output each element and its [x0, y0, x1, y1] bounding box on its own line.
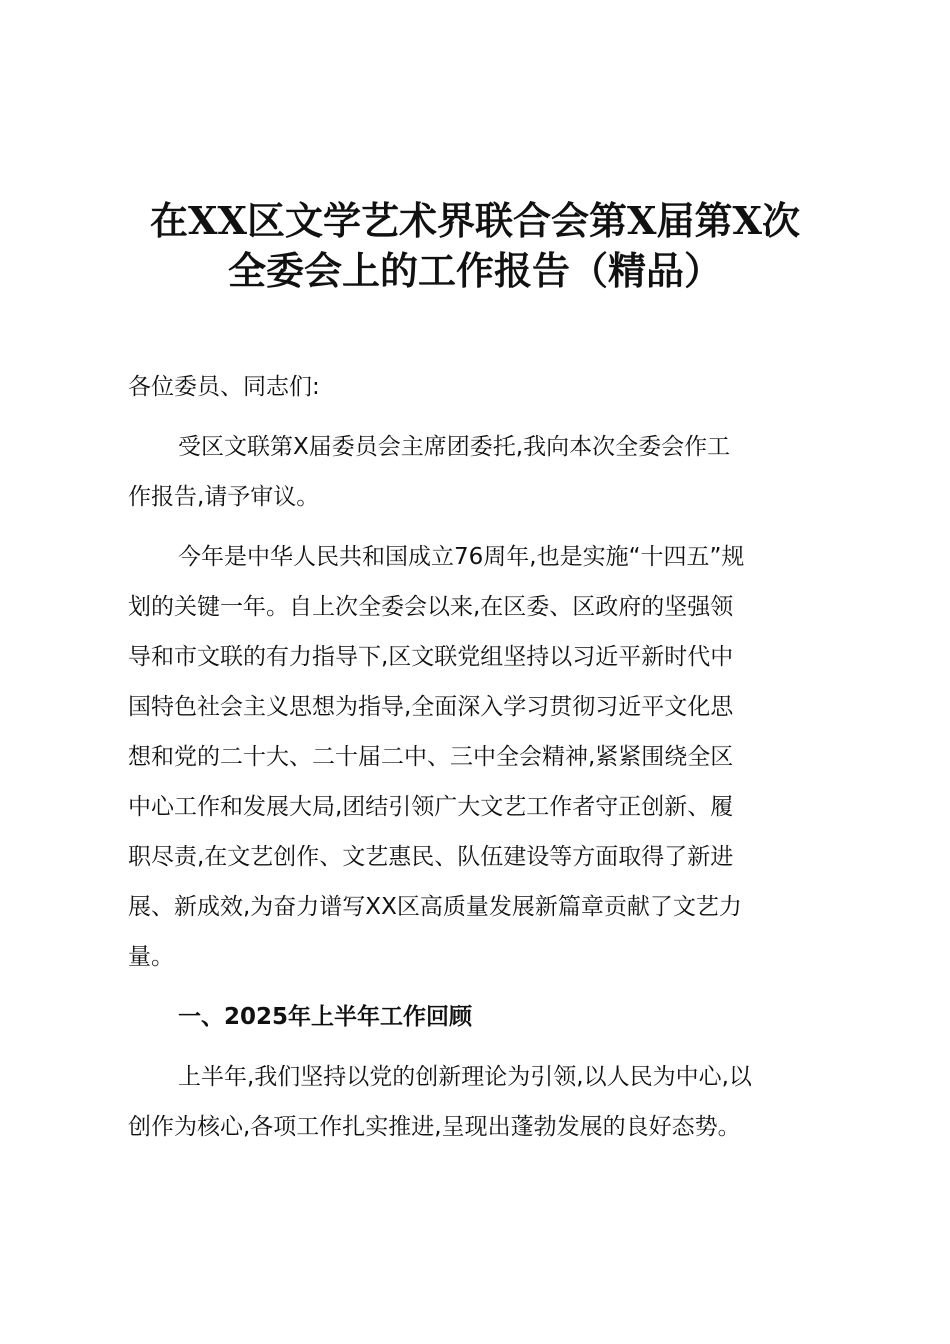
document-body	[128, 362, 828, 1162]
text-line: 上半年,我们坚持以党的创新理论为引领,以人民为中心,以	[178, 1064, 752, 1090]
text-line: 想和党的二十大、二十届二中、三中全会精神,紧紧围绕全区	[128, 744, 734, 770]
text-line: 划的关键一年。自上次全委会以来,在区委、区政府的坚强领	[128, 594, 734, 620]
text-line: 受区文联第X届委员会主席团委托,我向本次全委会作工	[178, 434, 731, 460]
document-title	[0, 196, 950, 296]
paragraph	[128, 422, 828, 522]
paragraph	[128, 532, 828, 982]
text-line: 国特色社会主义思想为指导,全面深入学习贯彻习近平文化思	[128, 694, 734, 720]
paragraph	[128, 1052, 828, 1152]
text-line: 量。	[128, 944, 174, 970]
text-line: 今年是中华人民共和国成立76周年,也是实施“十四五”规	[178, 544, 745, 570]
title-line: 在XX区文学艺术界联合会第X届第X次	[150, 198, 800, 243]
text-line: 一、2025年上半年工作回顾	[178, 1004, 473, 1030]
text-line: 中心工作和发展大局,团结引领广大文艺工作者守正创新、履	[128, 794, 734, 820]
text-line: 职尽责,在文艺创作、文艺惠民、队伍建设等方面取得了新进	[128, 844, 734, 870]
title-line: 全委会上的工作报告（精品）	[227, 248, 722, 293]
text-line: 导和市文联的有力指导下,区文联党组坚持以习近平新时代中	[128, 644, 734, 670]
salutation	[128, 362, 828, 412]
text-line: 展、新成效,为奋力谱写XX区高质量发展新篇章贡献了文艺力	[128, 894, 742, 920]
text-line: 作报告,请予审议。	[128, 484, 320, 510]
text-line: 创作为核心,各项工作扎实推进,呈现出蓬勃发展的良好态势。	[128, 1114, 741, 1140]
text-line: 各位委员、同志们:	[128, 374, 320, 400]
section-heading	[128, 992, 828, 1042]
